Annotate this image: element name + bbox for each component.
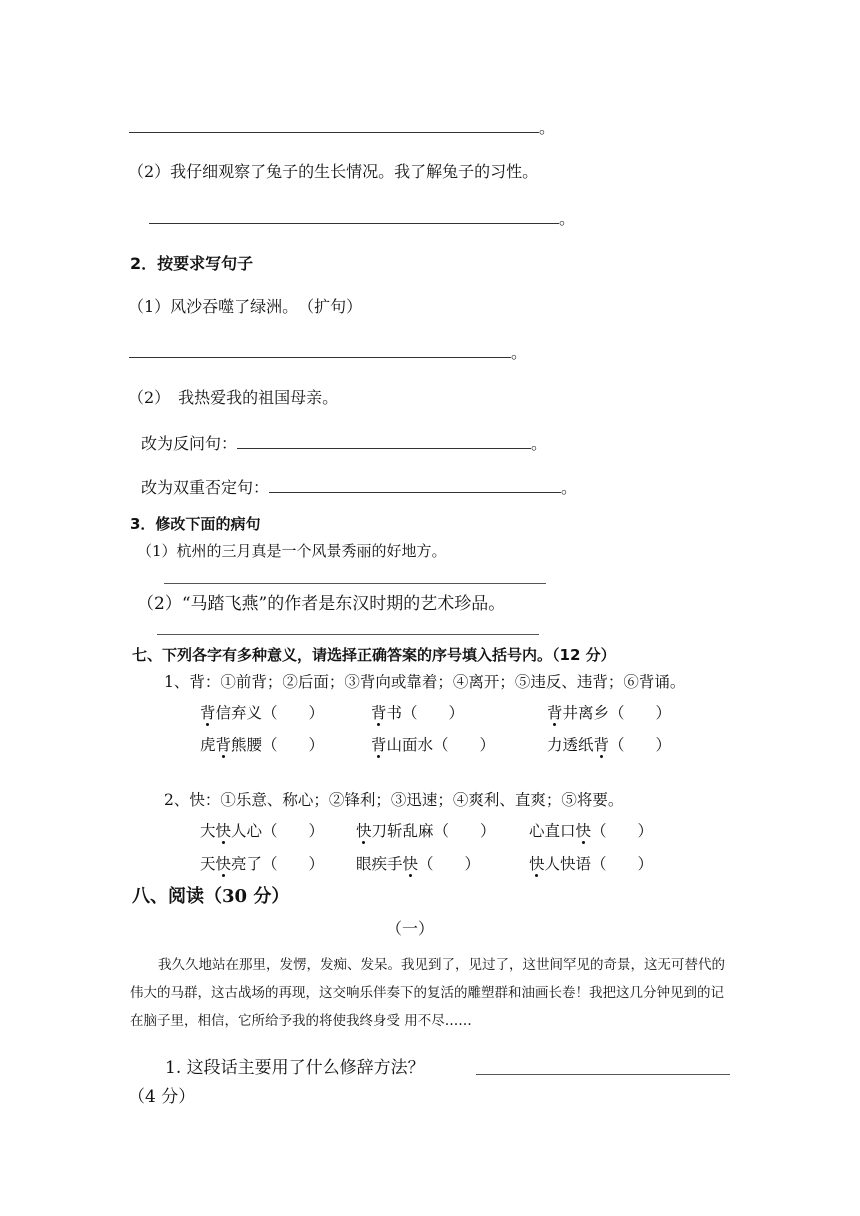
choice-item: 天快亮了（ ） xyxy=(200,855,325,873)
dotted-char: 背 xyxy=(200,704,216,722)
choice-item: 背书（ ） xyxy=(371,704,465,722)
choice-item: 背信弃义（ ） xyxy=(200,704,325,722)
section-2-heading: 2．按要求写句子 xyxy=(130,254,254,273)
dotted-char: 快 xyxy=(215,855,232,873)
answer-line-end: 。 xyxy=(539,118,556,137)
answer-line-end: 。 xyxy=(511,343,528,362)
answer-rule-3-2[interactable] xyxy=(157,634,539,635)
rhetorical-question-label: 改为反问句： xyxy=(141,434,238,453)
double-negative-label: 改为双重否定句： xyxy=(141,478,270,497)
dotted-char: 快 xyxy=(529,855,545,873)
section-8-heading: 八、阅读（30 分） xyxy=(132,886,290,907)
reading-subheading: （一） xyxy=(386,919,435,938)
question-2-1: （1）风沙吞噬了绿洲。 （扩句） xyxy=(128,297,363,316)
answer-blank[interactable] xyxy=(149,209,559,224)
dotted-char: 背 xyxy=(547,704,563,722)
answer-line-1[interactable] xyxy=(129,118,555,138)
dotted-char: 背 xyxy=(593,736,610,754)
dotted-char: 快 xyxy=(575,822,592,840)
choice-item: 心直口快（ ） xyxy=(529,822,654,840)
answer-line-end: 。 xyxy=(531,434,548,453)
section-3-heading: 3．修改下面的病句 xyxy=(130,515,261,533)
answer-blank[interactable] xyxy=(237,434,531,449)
dotted-char: 快 xyxy=(402,855,419,873)
answer-line-end: 。 xyxy=(561,478,578,497)
answer-line-2-1[interactable] xyxy=(129,343,527,363)
answer-blank[interactable] xyxy=(129,343,511,358)
answer-rule-3-1[interactable] xyxy=(164,583,546,584)
dotted-char: 背 xyxy=(215,736,232,754)
definition-bei: 1、背：①前背；②后面；③背向或靠着；④离开；⑤违反、违背；⑥背诵。 xyxy=(164,673,686,691)
reading-question-1-text: 1. 这段话主要用了什么修辞方法？ xyxy=(165,1058,425,1078)
answer-blank[interactable] xyxy=(269,478,561,493)
answer-blank[interactable] xyxy=(129,118,539,133)
answer-line-1-2[interactable] xyxy=(149,209,575,229)
choice-item: 虎背熊腰（ ） xyxy=(200,736,325,754)
choice-item: 快人快语（ ） xyxy=(529,855,654,873)
rhetorical-question-line xyxy=(141,434,547,454)
choice-item: 力透纸背（ ） xyxy=(547,736,672,754)
reading-passage: 我久久地站在那里，发愣，发痴、发呆。我见到了，见过了，这世间罕见的奇景，这无可替代的伟大的马群，这古战场的再现，这交响乐伴奏下的复活的雕塑群和油画长卷！我把这几分钟见到的记在脑子里，相信，它所给予我的将使我终身受 用不尽…… xyxy=(130,957,725,1029)
dotted-char: 背 xyxy=(371,736,387,754)
dotted-char: 背 xyxy=(371,704,387,722)
choice-item: 快刀斩乱麻（ ） xyxy=(356,822,496,840)
question-3-2: （2）“马踏飞燕”的作者是东汉时期的艺术珍品。 xyxy=(137,594,506,614)
choice-item: 背井离乡（ ） xyxy=(547,704,672,722)
choice-item: 眼疾手快（ ） xyxy=(356,855,481,873)
answer-rule-reading-1[interactable] xyxy=(476,1074,730,1075)
section-8-score: 30 xyxy=(222,886,248,907)
dotted-char: 快 xyxy=(356,822,372,840)
question-2-2: （2） 我热爱我的祖国母亲。 xyxy=(128,388,339,407)
choice-item: 背山面水（ ） xyxy=(371,736,496,754)
choice-item: 大快人心（ ） xyxy=(200,822,325,840)
definition-kuai: 2、快：①乐意、称心；②锋利；③迅速；④爽利、直爽；⑤将要。 xyxy=(164,791,624,809)
dotted-char: 快 xyxy=(215,822,232,840)
reading-question-1 xyxy=(165,1057,425,1079)
reading-question-1-score: （4 分） xyxy=(128,1087,196,1107)
double-negative-line xyxy=(141,478,577,498)
answer-line-end: 。 xyxy=(559,209,576,228)
question-3-1: （1）杭州的三月真是一个风景秀丽的好地方。 xyxy=(137,542,447,560)
section-7-heading: 七、下列各字有多种意义，请选择正确答案的序号填入括号内。（12 分） xyxy=(132,646,616,664)
question-1-2: （2）我仔细观察了兔子的生长情况。我了解兔子的习性。 xyxy=(128,162,539,181)
